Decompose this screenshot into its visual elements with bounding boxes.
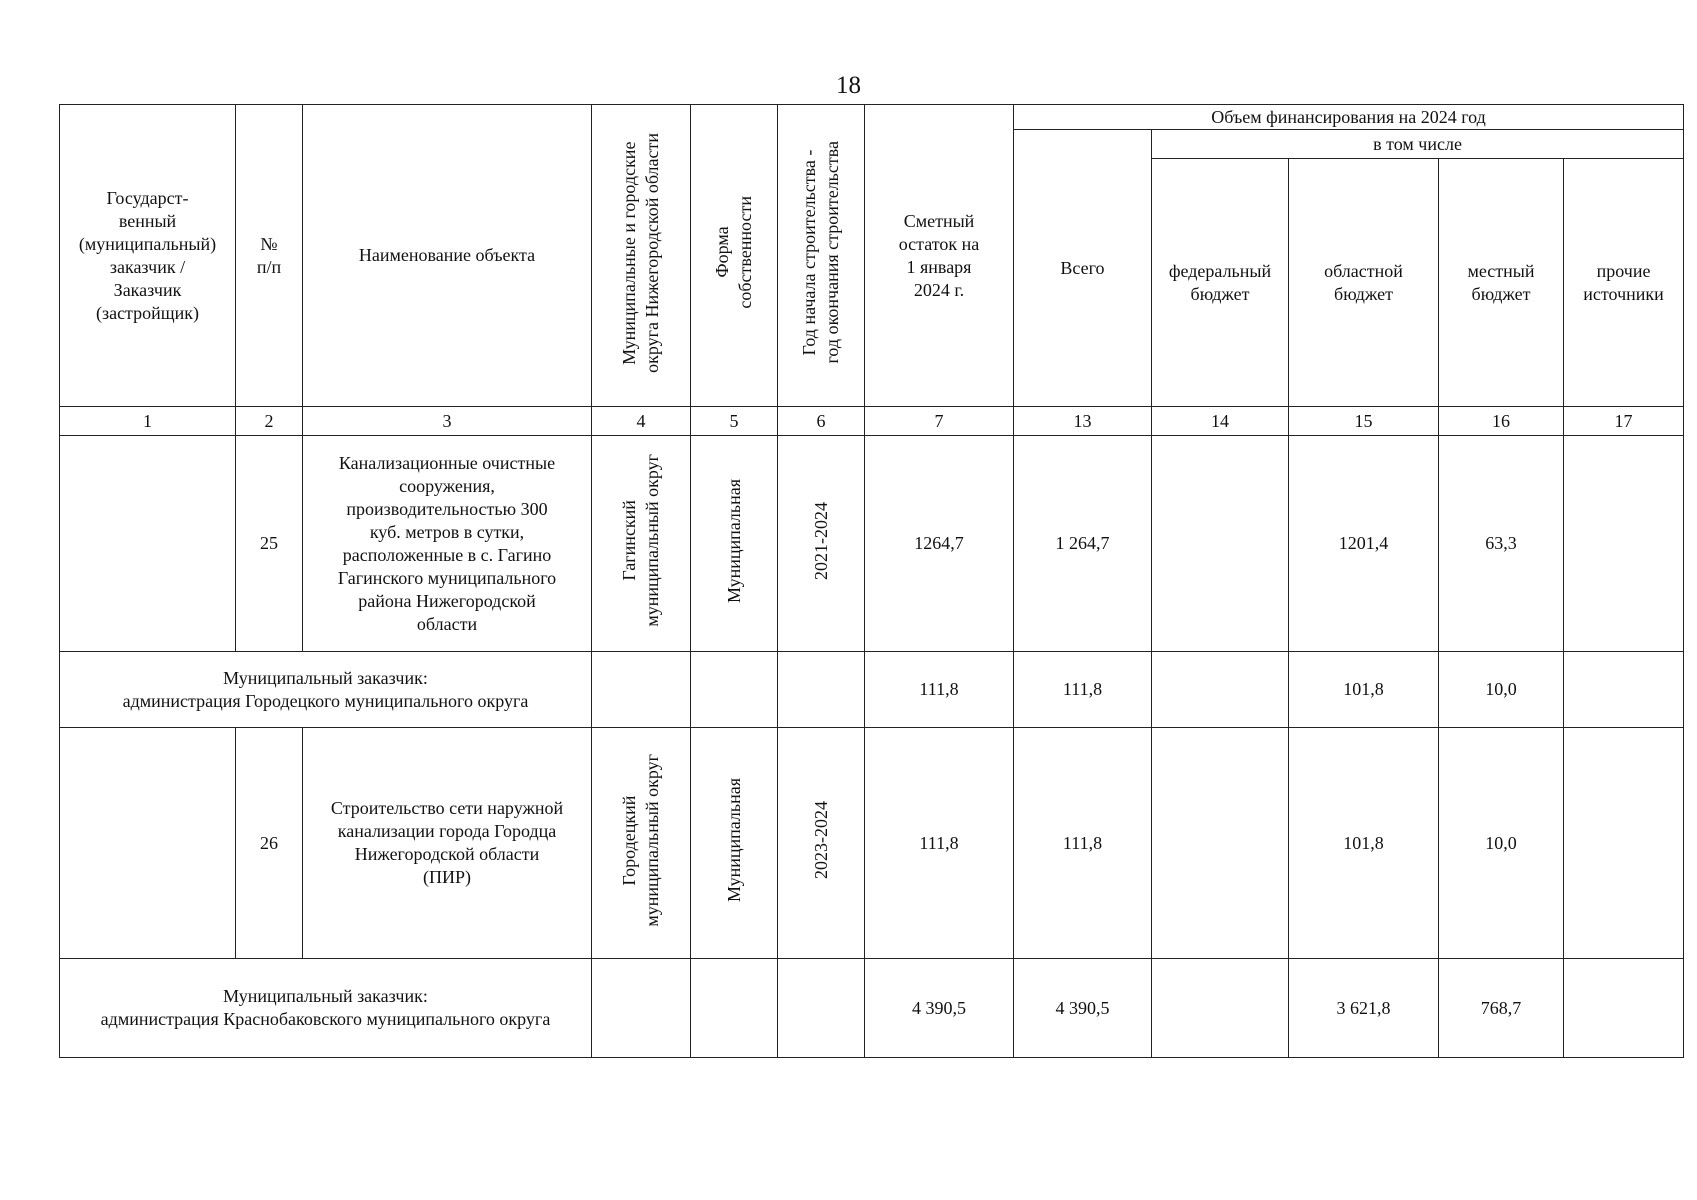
- municipality: Городецкий муниципальный округ: [619, 753, 662, 927]
- header-funding: Объем финансирования на 2024 год: [1014, 105, 1684, 130]
- estimate-value: 111,8: [865, 652, 1014, 728]
- customer-name: Муниципальный заказчик: администрация Краснобаковского муниципального округа: [60, 959, 592, 1058]
- financing-table: [59, 104, 1684, 1058]
- federal-value: [1152, 436, 1289, 652]
- regional-value: 1201,4: [1289, 436, 1439, 652]
- header-estimate: Сметный остаток на 1 января 2024 г.: [865, 105, 1014, 407]
- header-years-cell: [778, 105, 865, 407]
- regional-value: 101,8: [1289, 652, 1439, 728]
- header-ownership-cell: [691, 105, 778, 407]
- regional-value: 3 621,8: [1289, 959, 1439, 1058]
- municipality: Гагинский муниципальный округ: [619, 454, 662, 627]
- local-value: 768,7: [1439, 959, 1564, 1058]
- empty-cell: [778, 959, 865, 1058]
- estimate-value: 111,8: [865, 728, 1014, 959]
- header-other: прочие источники: [1564, 159, 1684, 407]
- empty-cell: [691, 652, 778, 728]
- ownership: Муниципальная: [723, 778, 744, 902]
- customer-cell: [60, 436, 236, 652]
- table-row: [60, 436, 1684, 652]
- column-number: 7: [865, 407, 1014, 436]
- table-row: [60, 728, 1684, 959]
- empty-cell: [592, 959, 691, 1058]
- column-number: 13: [1014, 407, 1152, 436]
- header-total: Всего: [1014, 130, 1152, 407]
- ownership-cell: [691, 436, 778, 652]
- column-number: 2: [236, 407, 303, 436]
- total-value: 4 390,5: [1014, 959, 1152, 1058]
- years-cell: [778, 436, 865, 652]
- empty-cell: [691, 959, 778, 1058]
- local-value: 10,0: [1439, 728, 1564, 959]
- column-number: 4: [592, 407, 691, 436]
- column-number: 6: [778, 407, 865, 436]
- column-number: 16: [1439, 407, 1564, 436]
- header-municipality: Муниципальные и городские округа Нижегородской области: [619, 132, 662, 373]
- empty-cell: [592, 652, 691, 728]
- federal-value: [1152, 652, 1289, 728]
- column-number: 14: [1152, 407, 1289, 436]
- header-regional: областной бюджет: [1289, 159, 1439, 407]
- years-cell: [778, 728, 865, 959]
- column-number: 3: [303, 407, 592, 436]
- estimate-value: 4 390,5: [865, 959, 1014, 1058]
- column-number: 17: [1564, 407, 1684, 436]
- customer-row: [60, 652, 1684, 728]
- other-value: [1564, 652, 1684, 728]
- ownership: Муниципальная: [723, 478, 744, 603]
- total-value: 1 264,7: [1014, 436, 1152, 652]
- header-customer: Государст- венный (муниципальный) заказчик / Заказчик (застройщик): [60, 105, 236, 407]
- federal-value: [1152, 959, 1289, 1058]
- object-name: Канализационные очистные сооружения, производительностью 300 куб. метров в сутки, расположенные в с. Гагино Гагинского муниципального района Нижегородской области: [303, 436, 592, 652]
- federal-value: [1152, 728, 1289, 959]
- header-federal: федеральный бюджет: [1152, 159, 1289, 407]
- other-value: [1564, 728, 1684, 959]
- local-value: 63,3: [1439, 436, 1564, 652]
- column-number: 1: [60, 407, 236, 436]
- page-number: 18: [836, 72, 861, 99]
- column-number: 15: [1289, 407, 1439, 436]
- other-value: [1564, 436, 1684, 652]
- header-including: в том числе: [1152, 130, 1684, 159]
- other-value: [1564, 959, 1684, 1058]
- header-local: местный бюджет: [1439, 159, 1564, 407]
- header-municipality-cell: [592, 105, 691, 407]
- column-numbers-row: [60, 407, 1684, 436]
- header-object-name: Наименование объекта: [303, 105, 592, 407]
- customer-cell: [60, 728, 236, 959]
- customer-name: Муниципальный заказчик: администрация Городецкого муниципального округа: [60, 652, 592, 728]
- years: 2021-2024: [810, 501, 831, 580]
- municipality-cell: [592, 728, 691, 959]
- header-num: № п/п: [236, 105, 303, 407]
- local-value: 10,0: [1439, 652, 1564, 728]
- object-name: Строительство сети наружной канализации города Городца Нижегородской области (ПИР): [303, 728, 592, 959]
- municipality-cell: [592, 436, 691, 652]
- header-ownership: Форма собственности: [712, 196, 755, 309]
- row-num: 26: [236, 728, 303, 959]
- regional-value: 101,8: [1289, 728, 1439, 959]
- column-number: 5: [691, 407, 778, 436]
- header-years: Год начала строительства - год окончания строительства: [799, 141, 842, 364]
- customer-row: [60, 959, 1684, 1058]
- total-value: 111,8: [1014, 728, 1152, 959]
- years: 2023-2024: [810, 801, 831, 879]
- ownership-cell: [691, 728, 778, 959]
- total-value: 111,8: [1014, 652, 1152, 728]
- header-row-1: [60, 105, 1684, 130]
- empty-cell: [778, 652, 865, 728]
- row-num: 25: [236, 436, 303, 652]
- estimate-value: 1264,7: [865, 436, 1014, 652]
